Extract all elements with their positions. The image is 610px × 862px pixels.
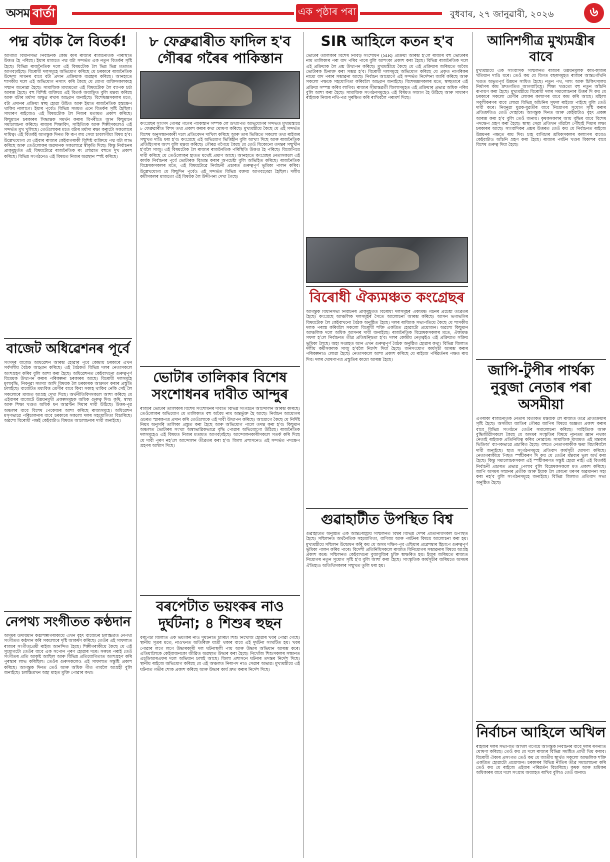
headline-feb8-gaurav[interactable]: ৮ ফেব্ৰুৱাৰীত ফাদিল হ'ব গৌৰৱ গৰৈৰ পাকিস্তান (149, 34, 291, 67)
article-body: অসমৰ উদীয়মান কণ্ঠশিল্পীগৰাকীয়ে এখন বৃহৎ বাজেটৰ চলচ্চিত্ৰত নেপথ্য সংগীতত কণ্ঠদান কৰি সকলোৰে দৃষ্টি আকৰ্ষণ কৰিছে। তেওঁৰ এই সাফল্যত ৰাজ্যৰ সংগীতপ্ৰেমী ৰাইজ আনন্দিত হৈছে। শিল্পীগৰাকীয়ে কৈছে যে এই সুযোগটো তেওঁৰ বাবে এক সপোন পূৰণ হোৱাৰ দৰে। সৰুৰে পৰাই তেওঁ সংগীতৰ প্ৰতি আকৃষ্ট আছিল আৰু বিভিন্ন প্ৰতিযোগিতাত অংশগ্ৰহণ কৰি পুৰস্কাৰ লাভ কৰিছিল। তেওঁৰ গুৰুসকলেও এই সাফল্যত সন্তুষ্টি প্ৰকাশ কৰিছে। আগন্তুক দিনত তেওঁ আৰু অধিক গীত গাবলৈ আগ্ৰহী বুলি জনাইছে। চলচ্চিত্ৰখন অহা মাহত মুক্তি পোৱাৰ কথা। (4, 634, 132, 677)
article-body: সংসদৰ বাজেট অধিৱেশন আৰম্ভ হোৱাৰ পূৰ্বে কেন্দ্ৰীয় চৰকাৰে এখন সৰ্বদলীয় বৈঠক আহ্বান কৰিছে। এই বৈঠকত বিভিন্ন দলৰ নেতাসকলে অংশগ্ৰহণ কৰিব বুলি আশা কৰা হৈছে। অধিৱেশনত কেইবাখনো গুৰুত্বপূৰ্ণ বিধেয়ক উত্থাপন কৰাৰ পৰিকল্পনা চৰকাৰৰ আছে। বিৰোধী দলসমূহে মূল্যবৃদ্ধি, নিবনুৱা সমস্যা আদি বিষয়ক লৈ চৰকাৰক আক্ৰমণ কৰাৰ প্ৰস্তুতি চলাইছে। বাজেটত মধ্যবিত্ত শ্ৰেণীৰ বাবে কিবা সকাহ থাকিব নেকি সেই লৈ সকলোৰে মাজত আগ্ৰহ দেখা দিছে। অৰ্থনীতিবিদসকলে আশা কৰিছে যে এইবাৰৰ বাজেটে উন্নয়নমুখী প্ৰকল্পসমূহক অধিক গুৰুত্ব দিব। কৃষি, স্বাস্থ্য আৰু শিক্ষা খণ্ডত অধিক ধন আৱণ্টন দিয়াৰ দাবী উঠিছে। উত্তৰ-পূৱ অঞ্চলৰ বাবে বিশেষ পেকেজৰ আশা কৰিছে ৰাজ্যসমূহে। অধিৱেশন মসৃণভাৱে পৰিচালনাৰ বাবে চৰকাৰে সকলো দলৰ সহযোগিতা বিচাৰিছে। অৱশ্যে বিৰোধী পক্ষই কেইবাটাও বিষয়ত আলোচনাৰ দাবী জনাইছে। (4, 361, 132, 425)
section-divider (306, 286, 468, 287)
header-red-strip-right (360, 12, 442, 15)
news-photo (306, 237, 468, 283)
column-divider (303, 32, 304, 858)
headline-sir-voters[interactable]: SIR আহিলে কতন হ'ব (320, 34, 454, 50)
article-body: আগামী বিধানসভা নিৰ্বাচনক কেন্দ্ৰ কৰি ৰাজ্যৰ ৰাজনৈতিক পৰিস্থিতি উত্তপ্ত হৈ পৰিছে। ইয়াৰ মাজতে পদ্ম বটা সন্দৰ্ভত এক নতুন বিতৰ্কৰ সৃষ্টি হৈছে। বিভিন্ন ৰাজনৈতিক দলে এই বিষয়টোক লৈ ভিন্ন ভিন্ন মতামত আগবঢ়াইছে। বিৰোধী দলসমূহে অভিযোগ কৰিছে যে চৰকাৰে ৰাজনৈতিক উদ্দেশ্য সাধনৰ বাবে বটা প্ৰদান প্ৰক্ৰিয়াক ব্যৱহাৰ কৰিছে। আনহাতে শাসকীয় দলে এই অভিযোগ নস্যাৎ কৰি কৈছে যে যোগ্য ব্যক্তিসকলকহে সন্মান জনোৱা হৈছে। সামাজিক মাধ্যমতো এই বিষয়টোক লৈ ব্যাপক চৰ্চা আৰম্ভ হৈছে। বহু বিশিষ্ট ব্যক্তিয়ে এই বিতৰ্ক অবাঞ্ছিত বুলি মন্তব্য কৰিছে আৰু বটাৰ মৰ্যাদা অক্ষুণ্ণ ৰখাৰ আহ্বান জনাইছে। বিশেষজ্ঞসকলৰ মতে, বটা প্ৰদানৰ প্ৰক্ৰিয়া স্বচ্ছ হোৱা উচিত আৰু ইয়াত ৰাজনৈতিক হস্তক্ষেপ থাকিব নালাগে। ইয়াৰ পূৰ্বেও বিভিন্ন সময়ত এনে বিতৰ্কৰ সৃষ্টি হৈছিল। সাধাৰণ ৰাইজেও এই বিষয়টোক লৈ নিজৰ মতামত প্ৰকাশ কৰিছে। কিছুমানে চৰকাৰৰ সিদ্ধান্তক সমৰ্থন কৰাৰ বিপৰীতে আন কিছুমানে সমালোচনা কৰিছে। ৰাজ্যৰ শিক্ষাবিদ, সাহিত্যিক আৰু শিল্পীসকলেও এই সন্দৰ্ভত মুখ খুলিছে। তেওঁলোকৰ মতে বটাৰ মৰ্যাদা ৰক্ষা কৰাটো সকলোৰে দায়িত্ব। এই বিতৰ্কই আগন্তুক দিনত কি ৰূপ লয় সেয়া চাবলগীয়া বিষয় হ'ব। উল্লেখযোগ্য যে এইবাৰ ৰাজ্যৰ কেইবাগৰাকী বিশিষ্ট ব্যক্তিয়ে পদ্ম বটা লাভ কৰিছে আৰু তেওঁলোকৰ অৱদানক সকলোৱে স্বীকৃতি দিছে। কিন্তু নিৰ্বাচনৰ প্ৰাক্‌মুহূৰ্তত এই বিষয়টোৱে ৰাজনৈতিক ৰং লোৱাত বহুতে দুখ প্ৰকাশ কৰিছে। বিভিন্ন সংগঠনেও এই বিষয়ত নিজৰ অৱস্থান স্পষ্ট কৰিছে। (4, 54, 132, 160)
article-body: মুখ্যমন্ত্ৰীয়ে এক সাংবাদিক সন্মিলনত ৰাজ্যৰ উন্নয়নমূলক কাম-কাজৰ খতিয়ান দাঙি ধৰে। তেওঁ কয় যে বিগত বছৰসমূহত ৰাজ্যৰ আন্তঃগাঁথনি খণ্ডত অভূতপূৰ্ব উন্নয়ন সাধিত হৈছে। নতুন পথ, দলং আৰু চিকিৎসালয় নিৰ্মাণৰ কাম দ্ৰুতগতিত আগবাঢ়িছে। শিক্ষা খণ্ডতো বহু নতুন আঁচনি ৰূপায়ণ কৰা হৈছে। মুখ্যমন্ত্ৰীয়ে বিৰোধী দলৰ সমালোচনাৰ উত্তৰ দি কয় যে চৰকাৰে সকলো শ্ৰেণীৰ লোকৰ কল্যাণৰ বাবে কাম কৰি আছে। মহিলা সবলীকৰণৰ বাবে লোৱা বিভিন্ন আঁচনিৰ সুফল ৰাইজে পাইছে বুলি তেওঁ দাবী কৰে। নিবনুৱা যুৱক-যুৱতীৰ বাবে নিয়োগৰ সুযোগ সৃষ্টি কৰাৰ প্ৰতিশ্ৰুতিও তেওঁ দোহাৰে। আগন্তুক দিনত আৰু কেইবাটাও বৃহৎ প্ৰকল্প আৰম্ভ কৰা হ'ব বুলি তেওঁ জনায়। কৃষকসকলৰ আয় বৃদ্ধিৰ বাবে বিশেষ পদক্ষেপ গ্ৰহণ কৰা হৈছে। স্বাস্থ্য সেৱা প্ৰতিখন গাঁৱলৈ পৌঁছাই দিয়াৰ লক্ষ্য চৰকাৰৰ আছে। সাংবাদিকৰ প্ৰশ্নৰ উত্তৰত তেওঁ কয় যে নিৰ্বাচনত ৰাইজে উন্নয়নৰ পক্ষতে ৰায় দিব। চাহ বাগিচাৰ শ্ৰমিকসকলৰ কল্যাণৰ বাবেও কেইবাটাও আঁচনি গ্ৰহণ কৰা হৈছে। ৰাজ্যৰ পৰ্যটন খণ্ডৰ বিকাশৰ বাবে বিশেষ গুৰুত্ব দিয়া হৈছে। (476, 69, 606, 149)
date-line: বুধবাৰ, ২৭ জানুৱাৰী, ২০২৬ (450, 10, 554, 20)
column-4 (476, 32, 606, 858)
headline-voter-list-revision[interactable]: ভোটাৰ তালিকাৰ বিশেষ সংশোধনৰ দাবীত আন্দুৰ (151, 370, 289, 403)
logo-text-part1: অসম (6, 6, 30, 20)
article-body: ৰাইজৰ দলৰ সভাপতি অখিল গগৈয়ে আগন্তুক নিৰ্বাচনৰ বাবে দলৰ ৰণনীতি ঘোষণা কৰিছে। তেওঁ কয় যে দলে ৰাজ্যৰ বিভিন্ন সমষ্টিত প্ৰাৰ্থী থিয় কৰাব। বিৰোধী ঐক্যৰ প্ৰসংগত তেওঁ কয় যে জাতীয় স্বাৰ্থত সকলো আঞ্চলিক শক্তি একত্ৰিত হোৱাটো প্ৰয়োজন। চৰকাৰৰ বিভিন্ন নীতিৰ তীব্ৰ সমালোচনা কৰি তেওঁ কয় যে ৰাইজে এইবাৰ পৰিৱৰ্তন বিচাৰিছে। কৃষক আৰু শ্ৰমিকৰ অধিকাৰৰ বাবে দলে সংগ্ৰাম অব্যাহত ৰাখিব বুলিও তেওঁ জনায়। (476, 745, 606, 777)
news-photo (140, 71, 300, 119)
article-body: ৰাজ্যৰ ভোটাৰ তালিকাৰ বিশেষ সংশোধনৰ দাবীত বিভিন্ন সংগঠনে আন্দোলন আৰম্ভ কৰিছে। তেওঁলোকৰ অভিযোগ যে তালিকাত বহু অবৈধ নাম অন্তৰ্ভুক্ত হৈ আছে। নিৰ্বাচন আয়োগৰ ওচৰত স্মাৰকপত্ৰ প্ৰদান কৰি তেওঁলোকে এই দাবী উত্থাপন কৰিছে। আয়োগে কৈছে যে নিৰ্দিষ্ট নিয়ম অনুসৰি তালিকা প্ৰস্তুত কৰা হৈছে আৰু অভিযোগ পালে তদন্ত কৰা হ'ব। কিছুমান অঞ্চলত ভোটাৰৰ সংখ্যা অস্বাভাৱিকভাৱে বৃদ্ধি পোৱাৰ অভিযোগো উঠিছে। ৰাজনৈতিক দলসমূহেও এই বিষয়ত নিজৰ মতামত আগবঢ়াইছে। আন্দোলনকাৰীসকলে সতৰ্ক কৰি দিছে যে দাবী পূৰণ নহ'লে আন্দোলন তীব্ৰতৰ কৰা হ'ব। জিলা প্ৰশাসনেও এই সন্দৰ্ভত পদক্ষেপ গ্ৰহণৰ আশ্বাস দিছে। (140, 407, 300, 450)
logo-text-part2: বাৰ্তা (30, 5, 57, 25)
header-red-strip-left (72, 12, 294, 15)
masthead (0, 0, 610, 30)
section-divider (4, 611, 132, 612)
section-divider (306, 508, 468, 509)
headline-opposition-unity[interactable]: বিৰোধী ঐক্যমঞ্চত কংগ্ৰেছৰ (309, 290, 465, 306)
article-body: বৰপেটা জিলাত এক ভয়ংকৰ নাও দুৰ্ঘটনাত চাৰিটা শিশু নিখোঁজ হোৱাৰ খবৰ পোৱা গৈছে। স্থানীয় সূত্ৰৰ মতে, নাওখনত অতিৰিক্ত যাত্ৰী থকাৰ বাবে এই দুৰ্ঘটনা সংঘটিত হয়। খবৰ পোৱাৰ লগে লগে উদ্ধাৰকাৰী দল ঘটনাস্থলী পায় আৰু উদ্ধাৰ অভিযান আৰম্ভ কৰে। এতিয়ালৈকে কেইবাজনকো জীৱিত অৱস্থাত উদ্ধাৰ কৰা হৈছে। নিখোঁজ শিশুসকলৰ সন্ধানত এচডিআৰএফৰ দলে অভিযান চলাই আছে। জিলা প্ৰশাসনে ঘটনাৰ তদন্তৰ নিৰ্দেশ দিছে। স্থানীয় ৰাইজে অভিযোগ কৰিছে যে এই অঞ্চলত নিৰাপদ নাও সেৱাৰ অভাৱ। মুখ্যমন্ত্ৰীয়ে এই ঘটনাত গভীৰ শোক প্ৰকাশ কৰিছে আৰু উদ্ধাৰ কাৰ্য দ্ৰুত কৰাৰ নিৰ্দেশ দিছে। (140, 636, 300, 673)
section-divider (476, 359, 606, 360)
article-body: কংগ্ৰেছৰ সাংসদ গৌৰৱ গগৈৰ পাকিস্তান সম্পৰ্ক লৈ উত্থাপিত অভিযোগৰ সন্দৰ্ভত মুখ্যমন্ত্ৰীয়ে ৮ ফেব্ৰুৱাৰীত বিশদ তথ্য প্ৰকাশ কৰাৰ কথা ঘোষণা কৰিছে। মুখ্যমন্ত্ৰীয়ে কৈছে যে এই সন্দৰ্ভত বিশেষ অনুসন্ধানকাৰী দলে প্ৰতিবেদন দাখিল কৰিছে আৰু তাৰ ভিত্তিতে সকলো তথ্য ৰাইজৰ সন্মুখত দাঙি ধৰা হ'ব। কংগ্ৰেছে এই অভিযোগ ভিত্তিহীন বুলি আখ্যা দিছে আৰু ৰাজনৈতিক প্ৰতিহিংসাৰ অংশ বুলি মন্তব্য কৰিছে। গৌৰৱ গগৈয়ে কৈছে যে তেওঁ যিকোনো তদন্তৰ সন্মুখীন হ'বলৈ সাজু। এই বিষয়টোক লৈ ৰাজ্যৰ ৰাজনৈতিক পৰিস্থিতি উত্তপ্ত হৈ পৰিছে। বিজেপিয়ে দাবী কৰিছে যে তেওঁলোকৰ হাতত যথেষ্ট প্ৰমাণ আছে। আনহাতে কংগ্ৰেছৰ নেতাসকলে এই কাৰ্যক নিৰ্বাচনৰ পূৰ্বে ভোটাৰক বিভ্ৰান্ত কৰাৰ অপচেষ্টা বুলি অভিহিত কৰিছে। ৰাজনৈতিক বিশ্লেষকসকলৰ মতে, এই বিষয়টোৱে নিৰ্বাচনী প্ৰচাৰত গুৰুত্বপূৰ্ণ ভূমিকা পালন কৰিব। উল্লেখযোগ্য যে কিছুদিন পূৰ্বেও এই সন্দৰ্ভত বিভিন্ন বক্তব্য আগবঢ়োৱা হৈছিল। দলীয় কৰ্মীসকলৰ মাজতো এই বিষয়ক লৈ উদ্দীপনা দেখা গৈছে। (140, 122, 300, 180)
column-divider (136, 32, 137, 858)
headline-barpeta-boat-accident[interactable]: বৰপেটাত ভয়ংকৰ নাও দুৰ্ঘটনা; ৪ শিশুৰ হুছন (156, 599, 284, 632)
headline-japi-tupi[interactable]: জাপি-টুপীৰ পাৰ্থক্য নুবুজা নেতাৰ পৰা অসমীয়া (487, 363, 595, 413)
page-number-badge: ৬ (584, 3, 604, 23)
column-1 (4, 32, 132, 858)
headline-akhil-election[interactable]: নিৰ্বাচন আহিলে অখিল (476, 725, 606, 741)
headline-playback-singing[interactable]: নেপথ্য সংগীতত কণ্ঠদান (5, 615, 131, 630)
headline-budget-session[interactable]: বাজেট অধিৱেশনৰ পূৰ্বে (6, 342, 130, 357)
header-divider (0, 28, 610, 29)
column-3 (306, 32, 468, 858)
headline-chief-minister[interactable]: আনিশগীত্ৰ মুখ্যমন্ত্ৰীৰ বাবে (487, 34, 595, 65)
article-body: এগৰাকী ৰাজনৈতিক নেতাৰ বিতৰ্কিত মন্তব্যক লৈ ৰাজ্যত তীব্ৰ প্ৰতিক্ৰিয়াৰ সৃষ্টি হৈছে। অসমীয়া জাতিৰ গৌৰৱ জাপিৰ বিষয়ে অজ্ঞতা প্ৰকাশ কৰাৰ বাবে বিভিন্ন সংগঠনে তেওঁৰ সমালোচনা কৰিছে। সাহিত্যিক আৰু বুদ্ধিজীৱীসকলে কৈছে যে অসমৰ সংস্কৃতিৰ বিষয়ে ন্যূনতম জ্ঞান নথকা নেতাই ৰাইজক প্ৰতিনিধিত্ব কৰিব নোৱাৰে। সামাজিক মাধ্যমত এই মন্তব্যৰ ভিডিঅ' ব্যাপকভাৱে প্ৰচাৰিত হৈছে। বহুতে নেতাগৰাকীক ক্ষমা বিচাৰিবলৈ দাবী জনাইছে। ছাত্ৰ সংগঠনসমূহে প্ৰতিবাদ কাৰ্যসূচী ঘোষণা কৰিছে। নেতাগৰাকীয়ে পিছত স্পষ্টীকৰণ দি কয় যে তেওঁৰ মন্তব্যৰ ভুল অৰ্থ কৰা হৈছে। কিন্তু সমালোচকসকল এই স্পষ্টীকৰণত সন্তুষ্ট হোৱা নাই। এই বিতৰ্কই নিৰ্বাচনী প্ৰচাৰত প্ৰভাৱ পেলাব বুলি বিশ্লেষকসকলে মত প্ৰকাশ কৰিছে। জাপি অসমৰ সন্মানৰ প্ৰতীক আৰু ইয়াক লৈ কোনো ধৰণৰ অৱমাননা সহ্য কৰা নহ'ব বুলি সংগঠনসমূহে জনাইছে। বিভিন্ন জিলাত প্ৰতিবাদ সভা অনুষ্ঠিত হৈছে। (476, 417, 606, 486)
headline-guwahati-world[interactable]: গুৱাহাটীত উপস্থিত বিশ্ব (321, 512, 453, 528)
page-label: এক পৃষ্ঠাৰ পৰা (296, 4, 358, 22)
article-body: গুৱাহাটীত অনুষ্ঠিত এক আন্তঃৰাষ্ট্ৰীয় সন্মিলনত বিশ্বৰ বিভিন্ন দেশৰ প্ৰতিনিধিসকল উপস্থিত হৈছে। সন্মিলনত অৰ্থনৈতিক সহযোগিতা, বাণিজ্য আৰু পৰ্যটনৰ বিষয়ে আলোচনা কৰা হয়। মুখ্যমন্ত্ৰীয়ে সন্মিলন উদ্বোধন কৰি কয় যে অসম দক্ষিণ-পূব এছিয়াৰ প্ৰৱেশদ্বাৰ হিচাপে গুৰুত্বপূৰ্ণ ভূমিকা পালন কৰিব পাৰে। বিদেশী প্ৰতিনিধিসকলে ৰাজ্যত বিনিয়োগৰ সম্ভাৱনাৰ বিষয়ে আগ্ৰহ প্ৰকাশ কৰে। সন্মিলনত কেইবাখনো বুজাবুজিৰ চুক্তি স্বাক্ষৰিত হয়। ইয়াৰ জৰিয়তে ৰাজ্যত নিয়োগৰ নতুন সুযোগ সৃষ্টি হ'ব বুলি আশা কৰা হৈছে। সাংস্কৃতিক কাৰ্যসূচীৰ জৰিয়তে অসমৰ ঐতিহ্যও অতিথিসকলৰ সন্মুখত তুলি ধৰা হয়। (306, 532, 468, 569)
section-divider (476, 721, 606, 722)
column-2 (140, 32, 300, 858)
column-divider (472, 32, 473, 858)
article-body: ভোটাৰ তালিকাৰ বিশেষ নিবিড় সংশোধন (SIR) প্ৰক্ৰিয়া আৰম্ভ হ'লে ৰাজ্যৰ বহু ভোটাৰৰ নাম তালিকাৰ পৰা বাদ পৰিব পাৰে বুলি আশংকা প্ৰকাশ কৰা হৈছে। বিভিন্ন ৰাজনৈতিক দলে এই প্ৰক্ৰিয়াক লৈ প্ৰশ্ন উত্থাপন কৰিছে। মুখ্যমন্ত্ৰীয়ে কৈছে যে এই প্ৰক্ৰিয়াৰ জৰিয়তে অবৈধ ভোটাৰক চিনাক্ত কৰা সম্ভৱ হ'ব। বিৰোধী দলসমূহে অভিযোগ কৰিছে যে প্ৰকৃত নাগৰিকৰ নামো বাদ পৰাৰ সম্ভাৱনা আছে। নিৰ্বাচন আয়োগে এই সন্দৰ্ভত নিৰ্দেশনা জাৰি কৰিছে আৰু সকলো পক্ষকে সহযোগিতা কৰিবলৈ আহ্বান জনাইছে। বিশেষজ্ঞসকলৰ মতে, স্বচ্ছতাৰে এই প্ৰক্ৰিয়া সম্পন্ন কৰিব লাগিব। ৰাজ্যৰ সীমান্তৱৰ্তী জিলাসমূহত এই প্ৰক্ৰিয়াৰ প্ৰভাৱ অধিক পৰিব বুলি আশা কৰা হৈছে। সামাজিক সংগঠনসমূহেও এই বিষয়ত সজাগ হৈ উঠিছে আৰু সাধাৰণ ৰাইজক নিজৰ নথি-পত্ৰ সুৰক্ষিত কৰি ৰাখিবলৈ পৰামৰ্শ দিছে। (306, 54, 468, 102)
article-body: আগন্তুক বিধানসভা নিৰ্বাচনৰ প্ৰাক্‌মুহূৰ্তত বিৰোধী দলসমূহৰ ঐক্যমঞ্চ গঠনৰ প্ৰচেষ্টা তীব্ৰতৰ হৈছে। কংগ্ৰেছে আঞ্চলিক দলসমূহৰ সৈতে আলোচনা আৰম্ভ কৰিছে। আসন ভগাভগিৰ বিষয়টোক লৈ কেইবাখনো বৈঠক অনুষ্ঠিত হৈছে। দলৰ ৰাজ্যিক সভাপতিয়ে কৈছে যে শাসকীয় দলক পৰাস্ত কৰিবলৈ সকলো বিৰোধী শক্তি একত্ৰিত হোৱাটো প্ৰয়োজন। অৱশ্যে কিছুমান আঞ্চলিক দলে অধিক আসনৰ দাবী জনাইছে। ৰাজনৈতিক বিশ্লেষকসকলৰ মতে, ঐক্যমঞ্চ সফল হ'লে নিৰ্বাচনত তীব্ৰ প্ৰতিদ্বন্দ্বিতা হ'ব। দলৰ কেন্দ্ৰীয় নেতৃত্বইও এই প্ৰক্ৰিয়াত সক্ৰিয় ভূমিকা লৈছে। অহা সপ্তাহত আন এখন গুৰুত্বপূৰ্ণ বৈঠক অনুষ্ঠিত হোৱাৰ কথা। বিভিন্ন জিলাত দলীয় কৰ্মীসকলক সাজু হ'বলৈ নিৰ্দেশ দিয়া হৈছে। জনসংযোগ কাৰ্যসূচী আৰম্ভ কৰাৰ পৰিকল্পনাও লোৱা হৈছে। নেতাসকলে আশা প্ৰকাশ কৰিছে যে ৰাইজে পৰিৱৰ্তনৰ পক্ষত ৰায় দিব। দলৰ ঘোষণাপত্ৰ প্ৰস্তুতিৰ কামো আৰম্ভ হৈছে। (306, 310, 468, 363)
newspaper-logo[interactable] (6, 6, 57, 24)
section-divider (140, 595, 300, 596)
section-divider (4, 338, 132, 339)
headline-padma-award[interactable]: পদ্ম বটাক লৈ বিতৰ্ক! (9, 34, 127, 50)
section-divider (140, 366, 300, 367)
